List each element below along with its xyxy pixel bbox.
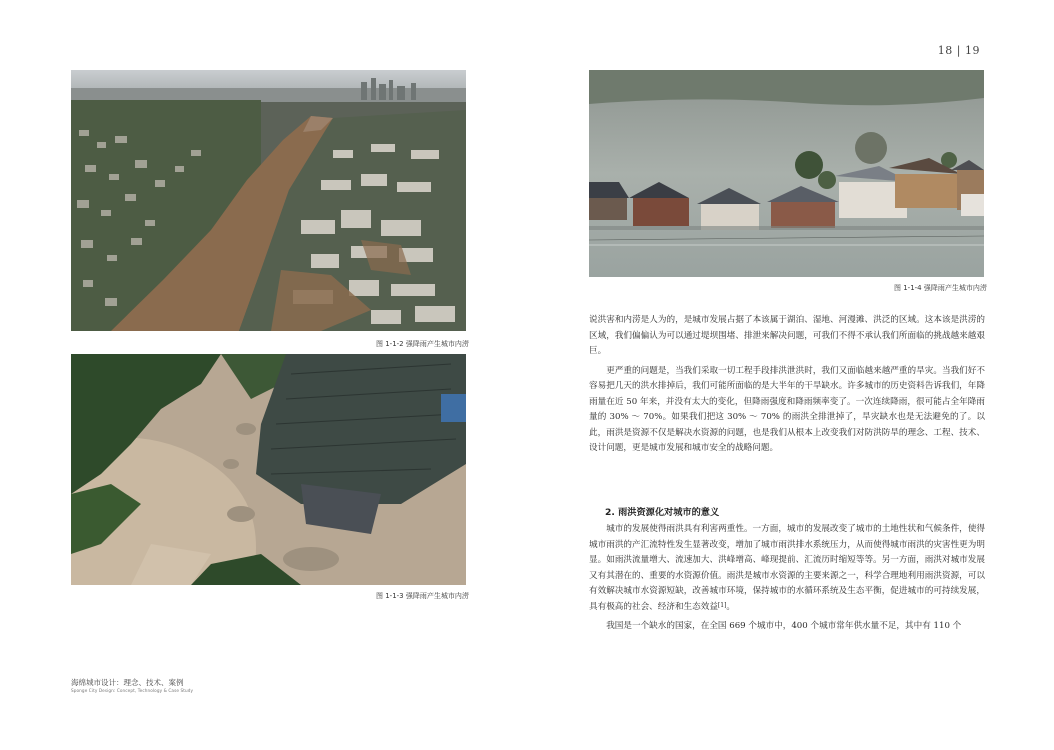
paragraph-3 bbox=[589, 522, 985, 615]
figure-caption-2: 图 1-1-3 强降雨产生城市内涝 bbox=[376, 592, 469, 600]
paragraph-3-end: 。 bbox=[726, 601, 736, 612]
paragraph-4: 我国是一个缺水的国家，在全国 669 个城市中，400 个城市常年供水量不足，其中有 110 个 bbox=[606, 621, 962, 631]
page-number: 18 | 19 bbox=[937, 44, 980, 57]
body-text-bottom bbox=[589, 522, 985, 635]
paragraph-1: 说洪害和内涝是人为的，是城市发展占据了本该属于湖泊、湿地、河漫滩、洪泛的区域。这本该是洪涝的区域，我们偏偏认为可以通过堤坝围堵、排泄来解决问题，可我们不得不承认我们所面临的挑战越来越艰巨。 bbox=[589, 315, 985, 356]
footer-book-title: 海绵城市设计：理念、技术、案例 bbox=[71, 678, 184, 687]
flood-houses-photo bbox=[589, 70, 984, 277]
reference-mark: [1] bbox=[717, 601, 727, 609]
flooded-river-city-aerial-icon bbox=[71, 70, 466, 331]
section-heading: 2. 雨洪资源化对城市的意义 bbox=[605, 507, 720, 518]
flooded-houses-icon bbox=[589, 70, 984, 277]
paragraph-3-text: 城市的发展使得雨洪具有利害两重性。一方面，城市的发展改变了城市的土地性状和气候条件，使得城市雨洪的产汇流特性发生显著改变，增加了城市雨洪排水系统压力，从而使得城市雨洪的灾害性更为明显。如雨洪流量增大、流速加大、洪峰增高、峰现提前、汇流历时缩短等等。另一方面，雨洪对城市发展又有其潜在的、重要的水资源价值。雨洪是城市水资源的主要来源之一，科学合理地利用雨洪资源，可以有效解决城市水资源短缺，改善城市环境，保持城市的水循环系统及生态平衡，促进城市的可持续发展，具有极高的社会、经济和生态效益 bbox=[589, 524, 985, 612]
paragraph-2: 更严重的问题是，当我们采取一切工程手段排洪泄洪时，我们又面临越来越严重的旱灾。当我们好不容易把几天的洪水排掉后，我们可能所面临的是大半年的干旱缺水。许多城市的历史资料告诉我们，年降雨量在近 50 年来，并没有太大的变化，但降雨强度和降雨频率变了。一次连续降雨，很可能占全年降雨量的 30% ～ 70%。如果我们把这 30% ～ 70% 的雨洪全排泄掉了，旱灾缺水也是无法避免的了。以此，雨洪是资源不仅是解决水资源的问题，也是我们从根本上改变我们对防洪防旱的理念、工程、技术、设计问题，更是城市发展和城市安全的战略问题。 bbox=[589, 365, 985, 453]
body-text-top bbox=[589, 313, 985, 457]
figure-caption-3: 图 1-1-4 强降雨产生城市内涝 bbox=[894, 284, 987, 292]
flood-river-photo bbox=[71, 70, 466, 331]
figure-caption-1: 图 1-1-2 强降雨产生城市内涝 bbox=[376, 340, 469, 348]
footer-book-subtitle: Sponge City Design: Concept, Technology & Case Study bbox=[71, 688, 194, 693]
flood-factory-photo bbox=[71, 354, 466, 585]
flooded-factory-aerial-icon bbox=[71, 354, 466, 585]
